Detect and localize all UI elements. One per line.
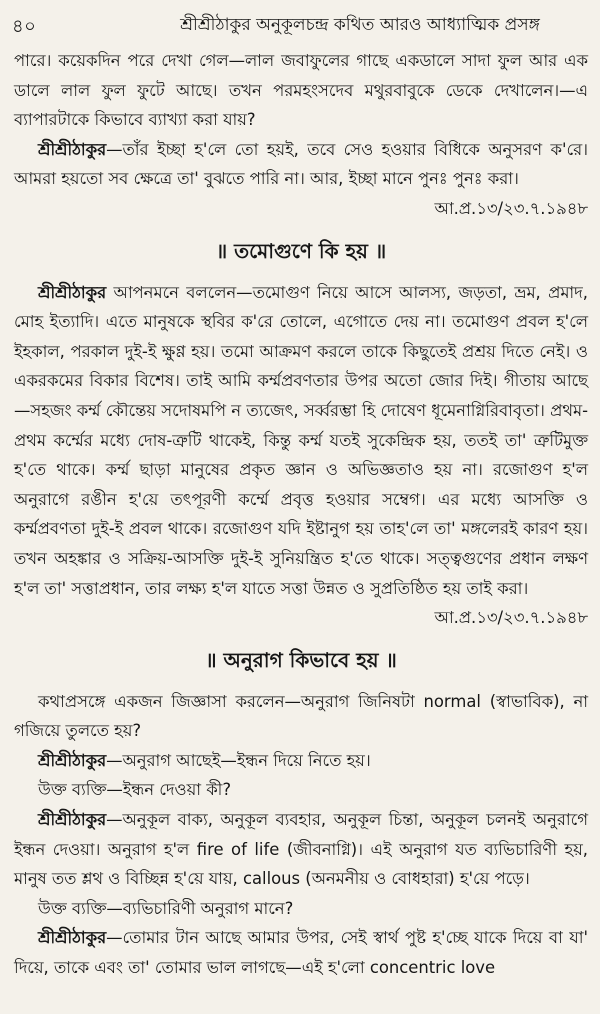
reference: আ.প্র.১৩/২৩.৭.১৯৪৮ — [434, 198, 588, 218]
speaker-name: শ্রীশ্রীঠাকুর — [38, 928, 107, 948]
paragraph: কথাপ্রসঙ্গে একজন জিজ্ঞাসা করলেন—অনুরাগ জিনিষটা normal (স্বাভাবিক), না গজিয়ে তুলতে হয়? — [14, 691, 588, 741]
speaker-name: শ্রীশ্রীঠাকুর — [38, 282, 107, 302]
paragraph: পারে। কয়েকদিন পরে দেখা গেল—লাল জবাফুলের গাছে একডালে সাদা ফুল আর এক ডালে লাল ফুল ফুটে আছে। তখন পরমহংসদেব মথুরবাবুকে ডেকে দেখালেন।—এ ব্যাপারটাকে কিভাবে ব্যাখ্যা করা যায়? — [14, 51, 588, 130]
page-body — [14, 46, 588, 983]
running-title: শ্রীশ্রীঠাকুর অনুকূলচন্দ্র কথিত আরও আধ্যাত্মিক প্রসঙ্গ — [180, 15, 540, 35]
paragraph — [14, 923, 588, 982]
section-heading: ॥ অনুরাগ কিভাবে হয় ॥ — [205, 647, 397, 672]
speaker-name: শ্রীশ্রীঠাকুর — [38, 750, 107, 770]
speaker-name: শ্রীশ্রীঠাকুর — [38, 810, 107, 830]
paragraph: উক্ত ব্যক্তি—ইন্ধন দেওয়া কী? — [38, 780, 232, 800]
speech-text: —তাঁর ইচ্ছা হ'লে তো হয়ই, তবে সেও হওয়ার বিধিকে অনুসরণ ক'রে। আমরা হয়তো সব ক্ষেত্রে তা' বুঝতে পারি না। আর, ইচ্ছা মানে পুনঃ পুনঃ করা। — [14, 139, 588, 189]
speech-text: —তোমার টান আছে আমার উপর, সেই স্বার্থ পুষ্ট হ'চ্ছে যাকে দিয়ে বা যা' দিয়ে, তাকে এবং তা' তোমার ভাল লাগছে—এই হ'লো concentric love — [14, 928, 588, 978]
page-number: ৪০ — [12, 16, 37, 37]
paragraph: উক্ত ব্যক্তি—ব্যভিচারিণী অনুরাগ মানে? — [38, 898, 294, 918]
paragraph — [14, 278, 588, 604]
speech-text: —অনুরাগ আছেই—ইন্ধন দিয়ে নিতে হয়। — [106, 750, 371, 770]
speaker-name: শ্রীশ্রীঠাকুর — [38, 139, 107, 159]
page-header — [0, 8, 600, 38]
speech-text: —অনুকূল বাক্য, অনুকূল ব্যবহার, অনুকূল চিন্তা, অনুকূল চলনই অনুরাগে ইন্ধন দেওয়া। অনুরাগ হ'ল fire of life (জীবনাগ্নি)। এই অনুরাগ যত ব্যভিচারিণী হয়, মানুষ তত শ্লথ ও বিচ্ছিন্ন হ'য়ে যায়, callous (অনমনীয় ও বোধহারা) হ'য়ে পড়ে। — [14, 810, 588, 889]
speech-text: আপনমনে বললেন—তমোগুণ নিয়ে আসে আলস্য, জড়তা, ভ্রম, প্রমাদ, মোহ ইত্যাদি। এতে মানুষকে স্থবির ক'রে তোলে, এগোতে দেয় না। তমোগুণ প্রবল হ'লে ইহকাল, পরকাল দুই-ই ক্ষুণ্ণ হয়। তমো আক্রমণ করলে তাকে কিছুতেই প্রশ্রয় দিতে নেই। ও একরকমের বিকার বিশেষ। তাই আমি কর্ম্মপ্রবণতার উপর অতো জোর দিই। গীতায় আছে—সহজং কর্ম্ম কৌন্তেয় সদোষমপি ন ত্যজেৎ, সর্ব্বরম্ভা হি দোষেণ ধূমেনাগ্নিরিবাবৃতা। প্রথম-প্রথম কর্ম্মের মধ্যে দোষ-ত্রুটি থাকেই, কিন্তু কর্ম্ম যতই সুকেন্দ্রিক হয়, ততই তা' ত্রুটিমুক্ত হ'তে থাকে। কর্ম্ম ছাড়া মানুষের প্রকৃত জ্ঞান ও অভিজ্ঞতাও হয় না। রজোগুণ হ'ল অনুরাগে রঙীন হ'য়ে তৎপূরণী কর্ম্মে প্রবৃত্ত হওয়ার সম্বেগ। এর মধ্যে আসক্তি ও কর্ম্মপ্রবণতা দুই-ই প্রবল থাকে। রজোগুণ যদি ইষ্টানুগ হয় তাহ'লে তা' মঙ্গলেরই কারণ হয়। তখন অহঙ্কার ও সক্রিয়-আসক্তি দুই-ই সুনিয়ন্ত্রিত হ'তে থাকে। সত্ত্বগুণের প্রধান লক্ষণ হ'ল তা' সত্তাপ্রধান, তার লক্ষ্য হ'ল যাতে সত্তা উন্নত ও সুপ্রতিষ্ঠিত হয় তাই করা। — [14, 282, 588, 598]
section-heading: ॥ তমোগুণে কি হয় ॥ — [215, 238, 387, 263]
paragraph — [14, 135, 588, 194]
paragraph — [14, 805, 588, 894]
reference: আ.প্র.১৩/২৩.৭.১৯৪৮ — [434, 608, 588, 628]
paragraph — [14, 746, 588, 776]
